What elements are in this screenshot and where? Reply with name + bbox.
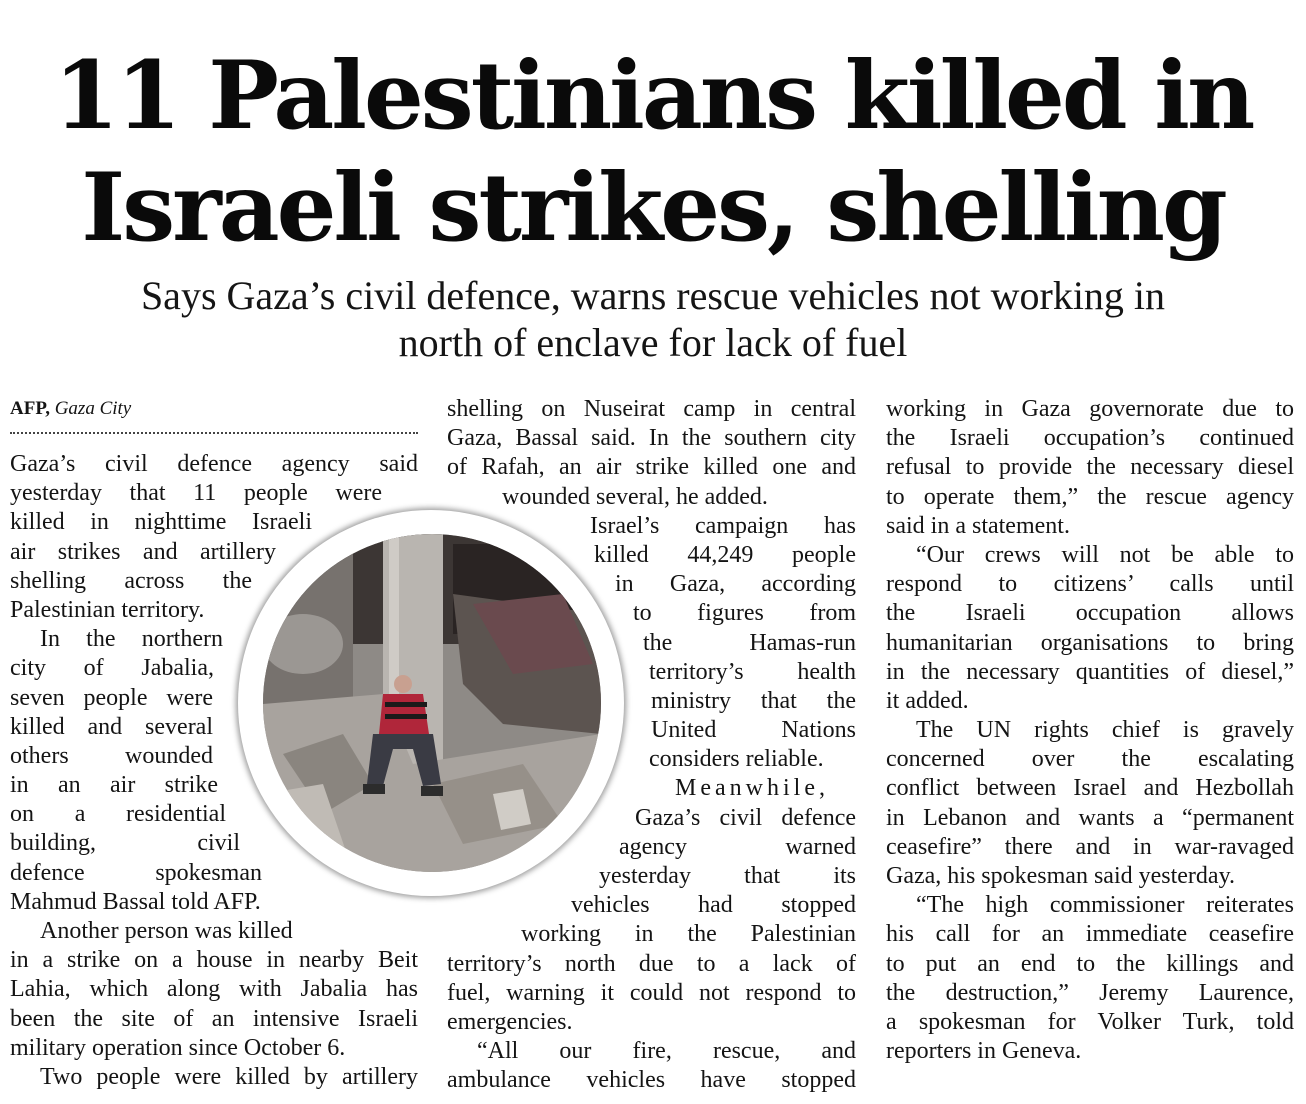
body-line: Gaza, his spokesman said yesterday. [886, 863, 1236, 889]
body-line: territory’s health [649, 658, 856, 685]
body-line: ceasefire” there and in war-ravaged [886, 833, 1294, 860]
body-line: in Lebanon and wants a “permanent [886, 804, 1294, 831]
body-line: Lahia, which along with Jabalia has [10, 976, 418, 1003]
body-line: “The high commissioner reiterates [916, 892, 1294, 919]
body-line: In the northern [40, 626, 223, 653]
body-line: in a strike on a house in nearby Beit [10, 947, 418, 974]
body-line: ambulance vehicles have stopped [447, 1067, 856, 1094]
article-column-2 [447, 395, 856, 1096]
body-line: Another person was killed [40, 918, 293, 944]
body-line: Israel’s campaign has [590, 512, 856, 539]
body-line: killed and several [10, 713, 213, 740]
body-line: others wounded [10, 742, 213, 769]
body-line: to operate them,” the rescue agency [886, 483, 1294, 510]
body-line: Mahmud Bassal told AFP. [10, 888, 261, 915]
body-line: killed 44,249 people [594, 541, 856, 568]
subhead-line-2: north of enclave for lack of fuel [398, 320, 908, 365]
body-line: Palestinian territory. [10, 596, 205, 623]
body-line: Meanwhile, [675, 775, 829, 802]
body-line: military operation since October 6. [10, 1034, 346, 1061]
body-line: on a residential [10, 801, 226, 828]
headline-line-1: 11 Palestinians killed in [53, 41, 1253, 151]
body-line: emergencies. [447, 1008, 573, 1035]
body-line: “Our crews will not be able to [916, 541, 1294, 568]
body-line: refusal to provide the necessary diesel [886, 454, 1294, 481]
body-line: in the necessary quantities of diesel,” [886, 658, 1294, 685]
body-line: The UN rights chief is gravely [916, 717, 1294, 744]
body-line: conflict between Israel and Hezbollah [886, 775, 1294, 802]
body-line: to put an end to the killings and [886, 950, 1294, 977]
body-line: his call for an immediate ceasefire [886, 921, 1294, 948]
body-line: defence spokesman [10, 859, 262, 886]
body-line: shelling across the [10, 567, 252, 594]
body-line: the Israeli occupation allows [886, 600, 1294, 627]
body-line: said in a statement. [886, 512, 1070, 539]
headline-line-2: Israeli strikes, shelling [81, 153, 1225, 263]
body-line: Gaza’s civil defence [635, 804, 856, 831]
body-line: killed in nighttime Israeli [10, 509, 312, 536]
body-line: considers reliable. [649, 746, 824, 773]
body-line: fuel, warning it could not respond to [447, 979, 856, 1006]
body-line: to figures from [633, 600, 856, 627]
body-line: it added. [886, 687, 969, 714]
body-line: building, civil [10, 830, 240, 857]
body-line: Gaza, Bassal said. In the southern city [447, 425, 856, 452]
body-line: territory’s north due to a lack of [447, 950, 856, 977]
body-line: vehicles had stopped [571, 892, 856, 919]
body-line: working in Gaza governorate due to [886, 396, 1294, 422]
byline [10, 395, 418, 425]
body-line: in an air strike [10, 772, 218, 799]
headline [0, 40, 1306, 264]
body-line: yesterday that 11 people were [10, 480, 382, 507]
body-line: humanitarian organisations to bring [886, 629, 1294, 656]
body-line: been the site of an intensive Israeli [10, 1005, 418, 1032]
body-line: in Gaza, according [615, 571, 856, 598]
byline-agency: AFP, [10, 398, 50, 419]
article-column-3 [886, 395, 1294, 1066]
byline-dateline: Gaza City [54, 398, 132, 419]
body-line: the Hamas-run [643, 629, 856, 656]
body-line: Two people were killed by artillery [40, 1063, 418, 1090]
body-line: reporters in Geneva. [886, 1038, 1082, 1065]
subheadline [0, 272, 1306, 366]
body-line: seven people were [10, 684, 213, 711]
body-line: “All our fire, rescue, and [477, 1038, 856, 1065]
body-line: the destruction,” Jeremy Laurence, [886, 979, 1294, 1006]
body-line: the Israeli occupation’s continued [886, 425, 1294, 452]
body-line: working in the Palestinian [521, 921, 856, 948]
body-line: Gaza’s civil defence agency said [10, 451, 418, 477]
body-line: city of Jabalia, [10, 655, 214, 682]
article-column-1 [10, 395, 418, 1092]
body-line: air strikes and artillery [10, 538, 276, 565]
body-line: United Nations [651, 717, 856, 744]
body-line: respond to citizens’ calls until [886, 571, 1294, 598]
body-line: ministry that the [651, 687, 856, 714]
body-line: yesterday that its [599, 863, 856, 889]
body-line: a spokesman for Volker Turk, told [886, 1008, 1294, 1035]
body-line: shelling on Nuseirat camp in central [447, 396, 856, 422]
body-line: agency warned [619, 833, 856, 860]
body-line: concerned over the escalating [886, 746, 1294, 773]
subhead-line-1: Says Gaza’s civil defence, warns rescue vehicles not working in [140, 273, 1166, 318]
body-line: of Rafah, an air strike killed one and [447, 454, 856, 481]
body-line: wounded several, he added. [502, 483, 768, 510]
